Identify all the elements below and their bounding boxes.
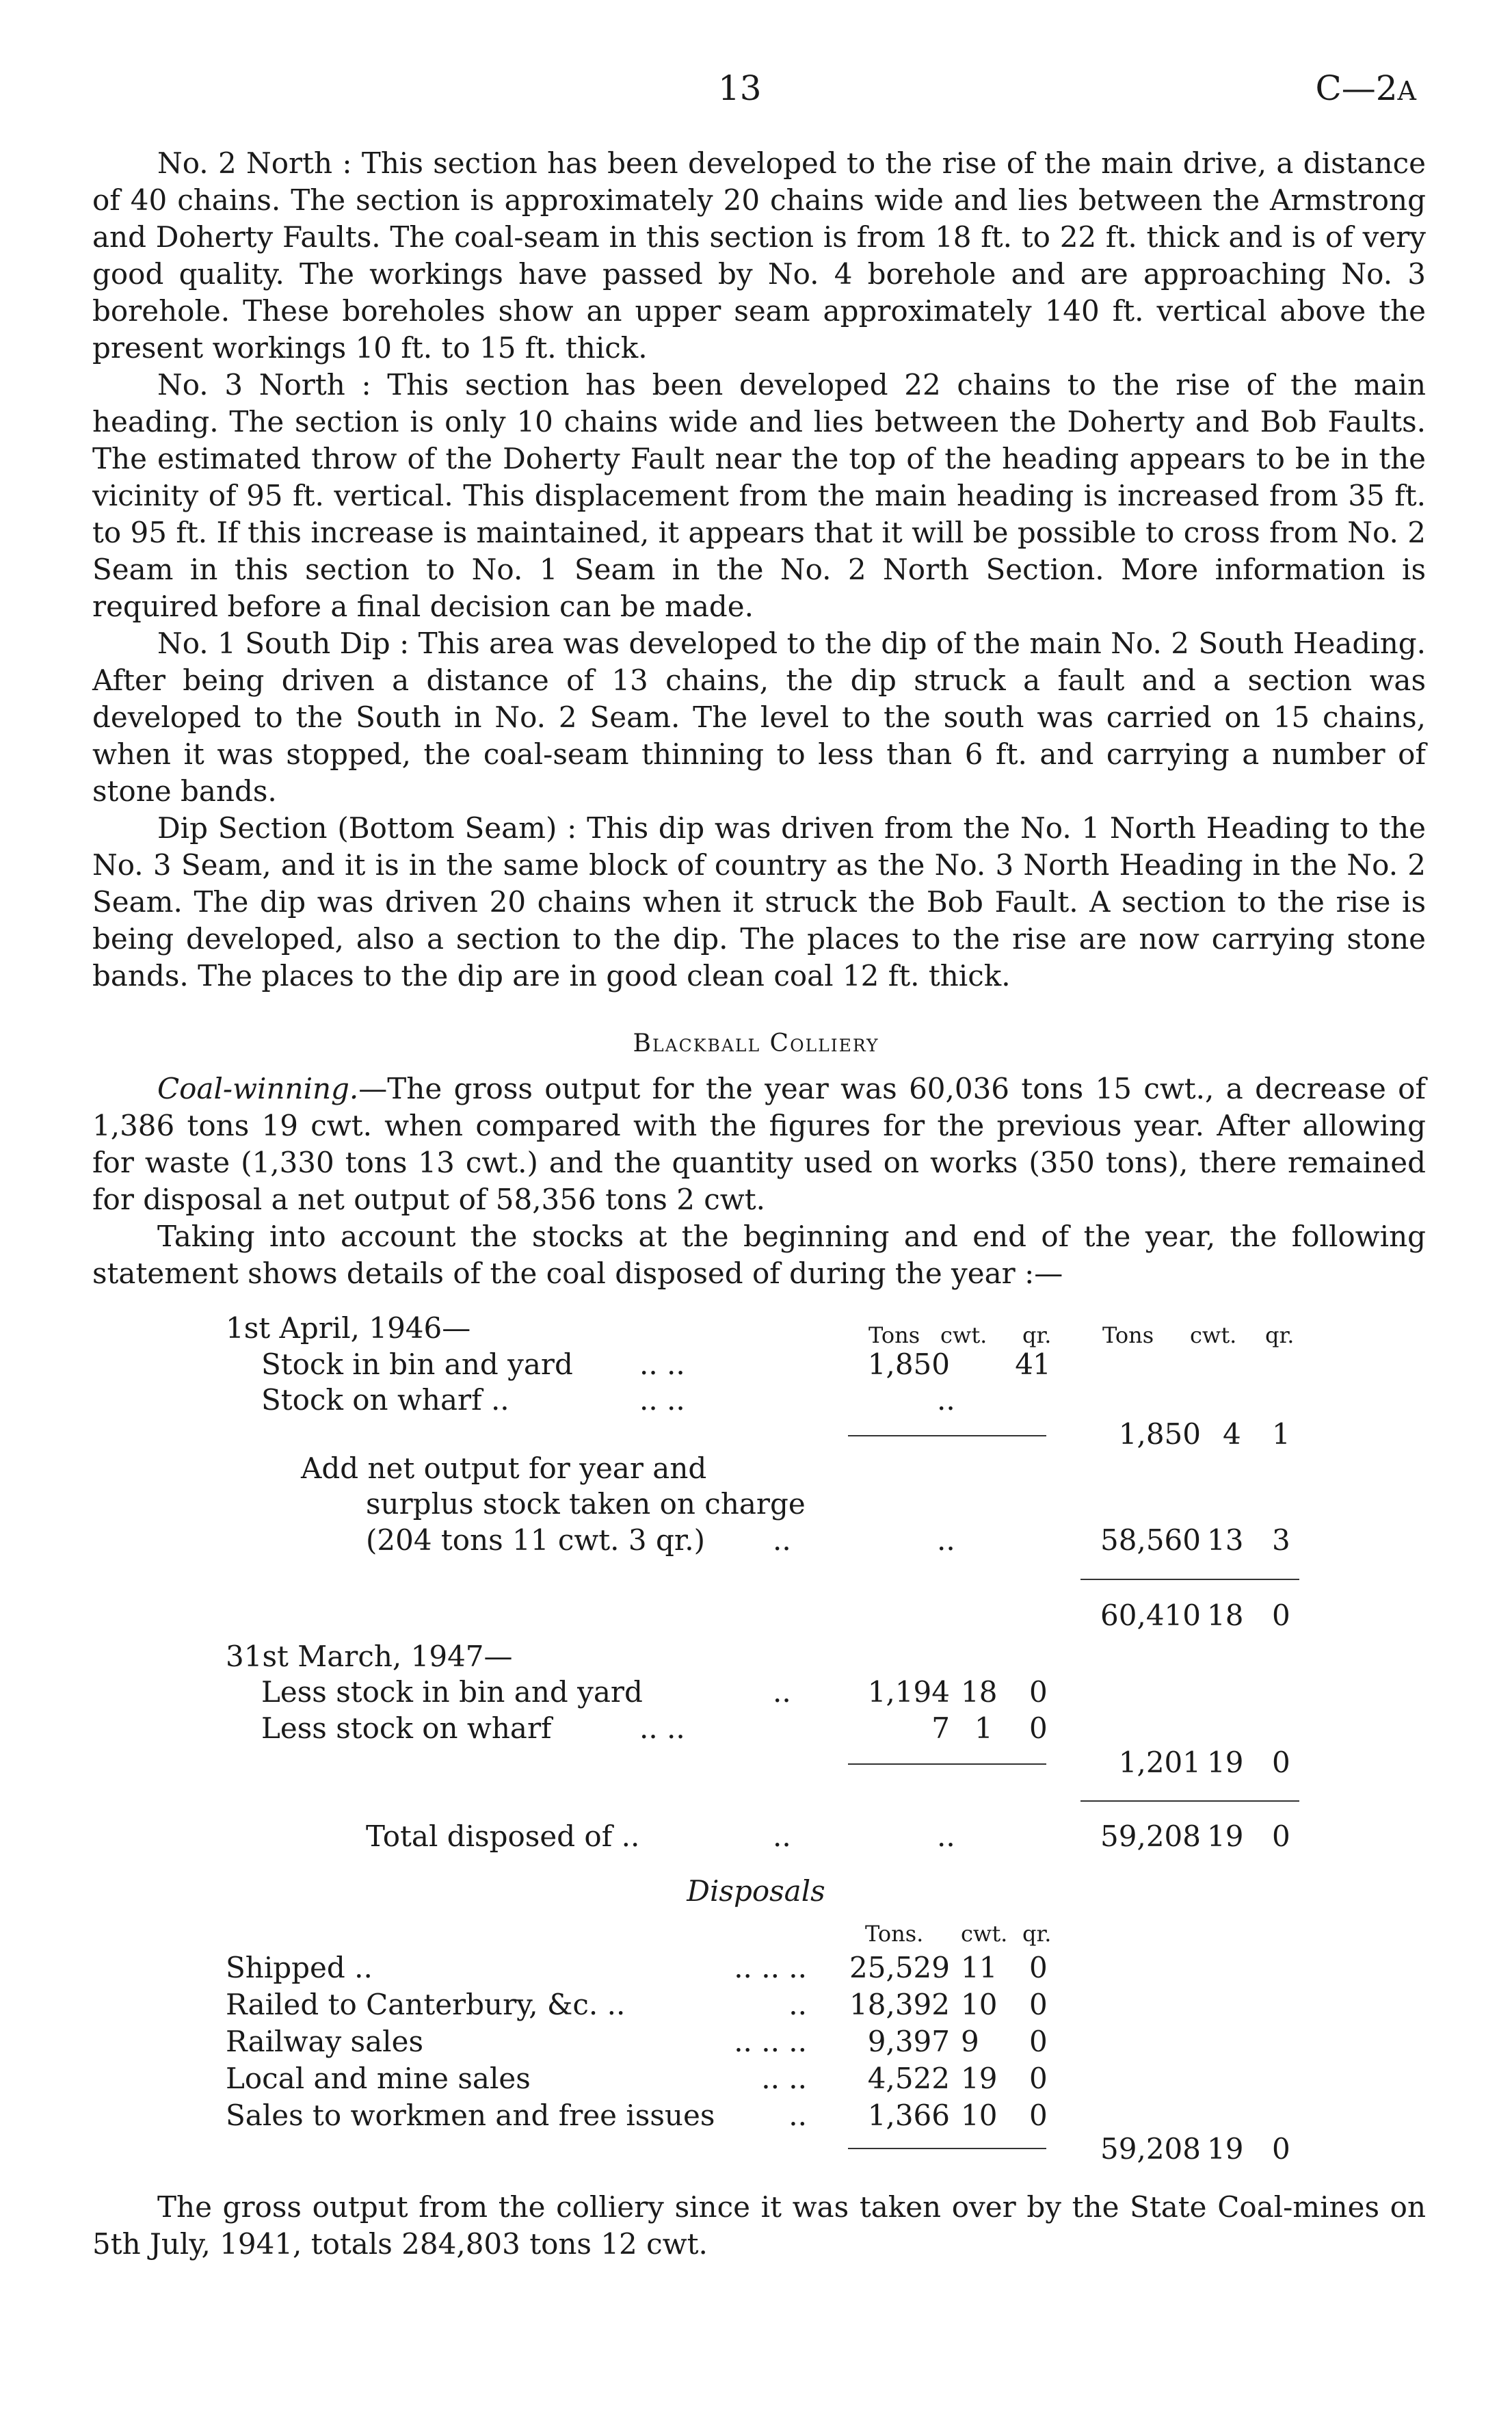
disposal-row-cwt: 19 bbox=[961, 2062, 998, 2095]
subtotal1-tons: 1,850 bbox=[1118, 1417, 1201, 1451]
disposal-row-qr: 0 bbox=[1029, 2025, 1048, 2058]
subtotal1-cwt: 4 bbox=[1223, 1417, 1241, 1451]
add-value-tons: 58,560 bbox=[1100, 1523, 1201, 1557]
less-bin-leader: .. bbox=[773, 1675, 791, 1709]
total-disposed-label: Total disposed of .. bbox=[366, 1819, 640, 1853]
header-tons-2: Tons bbox=[1102, 1322, 1154, 1348]
section-heading: Blackball Colliery bbox=[633, 1029, 879, 1057]
disposals-total-cwt: 19 bbox=[1207, 2132, 1244, 2166]
disposal-row-qr: 0 bbox=[1029, 1988, 1048, 2021]
paragraph-gross-output: The gross output from the colliery since it was taken over by the State Coal-mines on 5th July, 1941, totals 284,803 tons 12 cwt. bbox=[92, 2190, 1426, 2261]
disposal-row-label: Sales to workmen and free issues bbox=[226, 2099, 715, 2132]
less-total-cwt: 19 bbox=[1207, 1746, 1244, 1779]
header-qr-1: qr. bbox=[1022, 1322, 1052, 1348]
less-wharf-label: Less stock on wharf bbox=[261, 1711, 552, 1745]
closing-paragraph-block bbox=[92, 2189, 1426, 2263]
stock-bin-qr: 1 bbox=[1033, 1348, 1051, 1381]
disposals-header-cwt: cwt. bbox=[961, 1921, 1008, 1947]
page-number: 13 bbox=[718, 68, 762, 108]
add-line-2: surplus stock taken on charge bbox=[366, 1487, 806, 1521]
add-dots: .. bbox=[937, 1523, 955, 1557]
paragraph-dip-section: Dip Section (Bottom Seam) : This dip was driven from the No. 1 North Heading to the No. 3 Seam, and it is in the same block of country as the No. 3 North Heading in the No. 2 Seam. The dip was driven 20 chains when it struck the Bob Fault. A section to the rise is being developed, also a section to the dip. The places to the rise are now carrying stone bands. The places to the dip are in good clean coal 12 ft. thick. bbox=[92, 811, 1426, 993]
disposal-row-leader: .. .. .. bbox=[734, 1951, 807, 1984]
stock-wharf-leader: .. .. bbox=[639, 1383, 685, 1417]
less-bin-cwt: 18 bbox=[961, 1675, 998, 1709]
add-line-3: (204 tons 11 cwt. 3 qr.) bbox=[366, 1523, 706, 1557]
less-total-qr: 0 bbox=[1272, 1746, 1290, 1779]
disposal-row-tons: 4,522 bbox=[867, 2062, 950, 2095]
less-total-tons: 1,201 bbox=[1118, 1746, 1201, 1779]
disposal-row-label: Railway sales bbox=[226, 2025, 423, 2058]
paragraph-no3-north: No. 3 North : This section has been developed 22 chains to the rise of the main heading. The section is only 10 chains wide and lies between the Doherty and Bob Faults. The estimated throw of the Doherty Fault near the top of the heading appears to be in the vicinity of 95 ft. vertical. This displacement from the main heading is increased from 35 ft. to 95 ft. If this increase is maintained, it appears that it will be possible to cross from No. 2 Seam in this section to No. 1 Seam in the No. 2 North Section. More information is required before a final decision can be made. bbox=[92, 368, 1426, 623]
total1-qr: 0 bbox=[1272, 1599, 1290, 1632]
disposal-row-tons: 1,366 bbox=[867, 2099, 950, 2132]
paragraph-no1-south-dip: No. 1 South Dip : This area was developed to the dip of the main No. 2 South Heading. After being driven a distance of 13 chains, the dip struck a fault and a section was developed to the South in No. 2 Seam. The level to the south was carried on 15 chains, when it was stopped, the coal-seam thinning to less than 6 ft. and carrying a number of stone bands. bbox=[92, 627, 1426, 808]
less-bin-qr: 0 bbox=[1029, 1675, 1048, 1709]
disposals-title: Disposals bbox=[687, 1874, 825, 1908]
less-wharf-tons: 7 bbox=[931, 1711, 950, 1745]
disposal-row-leader: .. bbox=[788, 2099, 807, 2132]
disposal-row-leader: .. bbox=[788, 1988, 807, 2021]
stock-wharf-value: .. bbox=[937, 1383, 955, 1417]
paragraph-no2-north: No. 2 North : This section has been developed to the rise of the main drive, a distance of 40 chains. The section is approximately 20 chains wide and lies between the Armstrong and Doherty Faults. The coal-seam in this section is from 18 ft. to 22 ft. thick and is of very good quality. The workings have passed by No. 4 borehole and are approaching No. 3 borehole. These boreholes show an upper seam approximately 140 ft. vertical above the present workings 10 ft. to 15 ft. thick. bbox=[92, 146, 1426, 365]
disposal-row-cwt: 10 bbox=[961, 2099, 998, 2132]
stock-bin-cwt: 4 bbox=[1015, 1348, 1033, 1381]
disposal-row-tons: 18,392 bbox=[849, 1988, 950, 2021]
add-value-cwt: 13 bbox=[1207, 1523, 1244, 1557]
stock-bin-leader: .. .. bbox=[639, 1348, 685, 1381]
total-disposed-cwt: 19 bbox=[1207, 1819, 1244, 1853]
add-value-qr: 3 bbox=[1272, 1523, 1290, 1557]
header-tons-1: Tons bbox=[868, 1322, 920, 1348]
total-disposed-qr: 0 bbox=[1272, 1819, 1290, 1853]
total-disposed-leader: .. bbox=[773, 1819, 791, 1853]
header-cwt-2: cwt. bbox=[1190, 1322, 1237, 1348]
disposal-row-qr: 0 bbox=[1029, 2099, 1048, 2132]
less-wharf-qr: 0 bbox=[1029, 1711, 1048, 1745]
less-bin-label: Less stock in bin and yard bbox=[261, 1675, 643, 1709]
total1-tons: 60,410 bbox=[1100, 1599, 1201, 1632]
stock-bin-tons: 1,850 bbox=[867, 1348, 950, 1381]
stock-wharf-label: Stock on wharf .. bbox=[261, 1383, 509, 1417]
disposal-row-tons: 25,529 bbox=[849, 1951, 950, 1984]
add-line-1: Add net output for year and bbox=[301, 1451, 707, 1485]
disposal-row-qr: 0 bbox=[1029, 1951, 1048, 1984]
disposal-row-label: Railed to Canterbury, &c. .. bbox=[226, 1988, 626, 2021]
disposals-header-tons: Tons. bbox=[865, 1921, 924, 1947]
header-cwt-1: cwt. bbox=[940, 1322, 987, 1348]
less-bin-tons: 1,194 bbox=[867, 1675, 950, 1709]
less-wharf-cwt: 1 bbox=[974, 1711, 993, 1745]
disposal-row-label: Local and mine sales bbox=[226, 2062, 531, 2095]
disposal-row-qr: 0 bbox=[1029, 2062, 1048, 2095]
disposals-total-tons: 59,208 bbox=[1100, 2132, 1201, 2166]
disposal-row-tons: 9,397 bbox=[867, 2025, 950, 2058]
stock-bin-label: Stock in bin and yard bbox=[261, 1348, 573, 1381]
disposals-total-qr: 0 bbox=[1272, 2132, 1290, 2166]
total-disposed-dots: .. bbox=[937, 1819, 955, 1853]
rule-disposals-total bbox=[848, 2148, 1046, 2149]
disposal-row-cwt: 9 bbox=[961, 2025, 979, 2058]
header-qr-2: qr. bbox=[1265, 1322, 1295, 1348]
less-wharf-leader: .. .. bbox=[639, 1711, 685, 1745]
disposal-row-label: Shipped .. bbox=[226, 1951, 373, 1984]
disposal-row-cwt: 10 bbox=[961, 1988, 998, 2021]
total1-cwt: 18 bbox=[1207, 1599, 1244, 1632]
paragraph-coal-winning: Coal-winning.—The gross output for the year was 60,036 tons 15 cwt., a decrease of 1,386 tons 19 cwt. when compared with the figures for the previous year. After allowing for waste (1,330 tons 13 cwt.) and the quantity used on works (350 tons), there remained for disposal a net output of 58,356 tons 2 cwt. bbox=[92, 1072, 1426, 1216]
total-disposed-tons: 59,208 bbox=[1100, 1819, 1201, 1853]
add-leader: .. bbox=[773, 1523, 791, 1557]
closing-date-label: 31st March, 1947— bbox=[226, 1640, 513, 1673]
subtotal1-qr: 1 bbox=[1272, 1417, 1290, 1451]
opening-date-label: 1st April, 1946— bbox=[226, 1311, 471, 1345]
disposal-row-cwt: 11 bbox=[961, 1951, 998, 1984]
disposals-header-qr: qr. bbox=[1022, 1921, 1052, 1947]
document-reference: C—2A bbox=[1315, 68, 1416, 108]
disposal-row-leader: .. .. bbox=[761, 2062, 807, 2095]
disposal-row-leader: .. .. .. bbox=[734, 2025, 807, 2058]
paragraph-taking-into-account: Taking into account the stocks at the beginning and end of the year, the following statement shows details of the coal disposed of during the year :— bbox=[92, 1220, 1426, 1290]
